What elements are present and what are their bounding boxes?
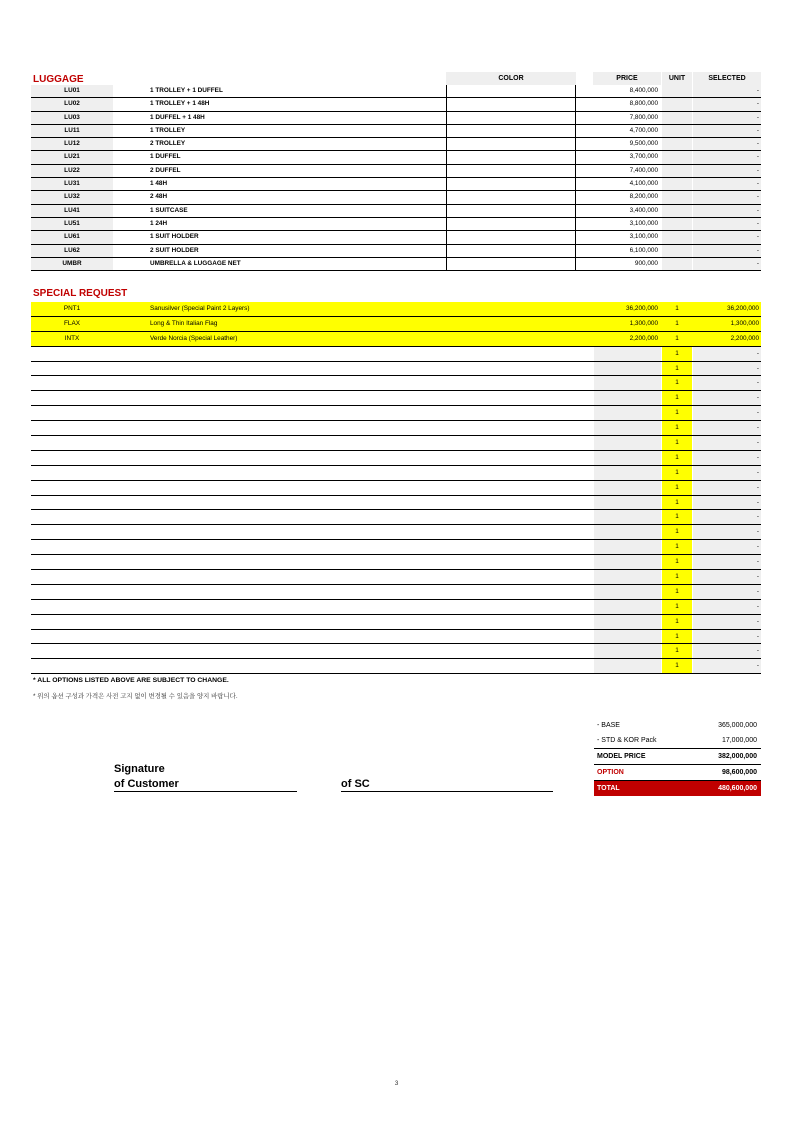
luggage-row (31, 231, 761, 244)
luggage-description-cell: 1 DUFFEL + 1 48H (150, 113, 205, 121)
option-label: OPTION (597, 769, 624, 776)
special-price-cell (594, 362, 661, 376)
special-price-cell (594, 630, 661, 644)
special-code-cell (31, 436, 113, 450)
luggage-price-cell: 9,500,000 (629, 140, 658, 148)
special-description-cell (150, 406, 590, 420)
special-description-cell (150, 659, 590, 673)
luggage-row (31, 138, 761, 151)
luggage-color-cell[interactable] (446, 165, 576, 177)
special-request-row (31, 332, 761, 347)
special-description-cell: Long & Thin Italian Flag (150, 319, 218, 327)
special-selected-cell: - (693, 376, 761, 390)
luggage-code-cell: LU31 (31, 178, 113, 190)
special-price-cell: 1,300,000 (629, 319, 658, 327)
luggage-color-cell[interactable] (446, 205, 576, 217)
special-selected-cell: - (693, 481, 761, 495)
luggage-description-cell: 1 TROLLEY + 1 DUFFEL (150, 87, 223, 94)
selected-column-header: SELECTED (693, 72, 761, 85)
luggage-row (31, 151, 761, 164)
special-code-cell (31, 600, 113, 614)
luggage-description-cell: 2 SUIT HOLDER (150, 246, 199, 254)
special-request-row (31, 436, 761, 451)
special-description-cell: Sanusilver (Special Paint 2 Layers) (150, 305, 250, 312)
special-request-row (31, 510, 761, 525)
luggage-selected-cell: - (693, 138, 761, 150)
special-code-cell (31, 496, 113, 510)
special-unit-cell[interactable]: 1 (662, 391, 692, 405)
special-price-cell (594, 615, 661, 629)
luggage-color-cell[interactable] (446, 258, 576, 270)
special-selected-cell: - (693, 496, 761, 510)
std-pack-value: 17,000,000 (721, 737, 757, 744)
special-unit-cell[interactable]: 1 (662, 347, 692, 361)
luggage-selected-cell: - (693, 165, 761, 177)
special-unit-cell[interactable]: 1 (662, 570, 692, 584)
special-description-cell (150, 525, 590, 539)
special-price-cell (594, 347, 661, 361)
special-price-cell (594, 481, 661, 495)
luggage-selected-cell: - (693, 178, 761, 190)
special-code-cell (31, 615, 113, 629)
special-request-row (31, 376, 761, 391)
special-unit-cell[interactable]: 1 (662, 644, 692, 658)
std-pack-row (594, 733, 761, 749)
base-price-label: - BASE (597, 722, 620, 729)
special-code-cell (31, 362, 113, 376)
luggage-description-cell: 2 TROLLEY (150, 140, 186, 148)
luggage-color-cell[interactable] (446, 112, 576, 124)
luggage-description-cell: 1 SUIT HOLDER (150, 233, 199, 241)
special-price-cell (594, 585, 661, 599)
luggage-row (31, 85, 761, 98)
luggage-code-cell: LU22 (31, 165, 113, 177)
special-description-cell (150, 585, 590, 599)
special-description-cell: Verde Norcia (Special Leather) (150, 334, 238, 342)
special-selected-cell: - (693, 466, 761, 480)
luggage-row (31, 98, 761, 111)
luggage-unit-cell[interactable] (662, 258, 692, 270)
luggage-table-header (31, 72, 761, 85)
special-request-row (31, 451, 761, 466)
special-request-section-title: SPECIAL REQUEST (33, 288, 128, 299)
special-description-cell (150, 615, 590, 629)
luggage-code-cell: LU61 (31, 231, 113, 243)
special-request-row (31, 659, 761, 674)
luggage-code-cell: LU41 (31, 205, 113, 217)
special-selected-cell: 2,200,000 (730, 334, 759, 342)
special-code-cell (31, 451, 113, 465)
special-request-row (31, 540, 761, 555)
special-code-cell (31, 525, 113, 539)
special-selected-cell: - (693, 555, 761, 569)
special-code-cell (31, 630, 113, 644)
special-request-row (31, 421, 761, 436)
luggage-price-cell: 3,100,000 (629, 219, 658, 227)
luggage-row (31, 258, 761, 271)
luggage-unit-cell[interactable] (662, 205, 692, 217)
customer-signature-label-line1: Signature (114, 763, 165, 775)
special-unit-cell[interactable]: 1 (662, 376, 692, 390)
special-price-cell (594, 406, 661, 420)
luggage-description-cell: 1 24H (150, 219, 168, 227)
special-unit-cell[interactable]: 1 (662, 466, 692, 480)
luggage-unit-cell[interactable] (662, 191, 692, 203)
special-selected-cell: - (693, 570, 761, 584)
special-code-cell (31, 555, 113, 569)
page-number: 3 (394, 1080, 399, 1087)
luggage-description-cell: 1 TROLLEY + 1 48H (150, 100, 210, 108)
luggage-row (31, 125, 761, 138)
special-unit-cell[interactable]: 1 (662, 540, 692, 554)
special-request-row (31, 644, 761, 659)
special-code-cell (31, 659, 113, 673)
luggage-description-cell: 1 48H (150, 180, 168, 188)
customer-signature-label-line2: of Customer (114, 778, 179, 790)
luggage-price-cell: 4,100,000 (629, 180, 658, 188)
luggage-price-cell: 3,700,000 (629, 153, 658, 161)
luggage-selected-cell: - (693, 112, 761, 124)
luggage-unit-cell[interactable] (662, 218, 692, 230)
special-description-cell (150, 451, 590, 465)
special-selected-cell: - (693, 540, 761, 554)
luggage-row (31, 178, 761, 191)
special-selected-cell: - (693, 510, 761, 524)
special-unit-cell[interactable]: 1 (662, 555, 692, 569)
luggage-row (31, 191, 761, 204)
luggage-row (31, 165, 761, 178)
special-unit-cell[interactable]: 1 (662, 585, 692, 599)
special-description-cell (150, 362, 590, 376)
special-price-cell (594, 659, 661, 673)
luggage-price-cell: 4,700,000 (629, 126, 658, 134)
special-request-row (31, 466, 761, 481)
special-description-cell (150, 510, 590, 524)
option-row (594, 765, 761, 781)
luggage-color-cell[interactable] (446, 125, 576, 137)
special-request-row (31, 362, 761, 377)
special-selected-cell: - (693, 362, 761, 376)
special-selected-cell: - (693, 585, 761, 599)
special-request-row (31, 496, 761, 511)
luggage-unit-cell[interactable] (662, 125, 692, 137)
special-unit-cell[interactable]: 1 (662, 421, 692, 435)
special-selected-cell: - (693, 630, 761, 644)
luggage-price-cell: 3,100,000 (629, 233, 658, 241)
base-price-row (594, 718, 761, 733)
luggage-color-cell[interactable] (446, 178, 576, 190)
price-column-header: PRICE (593, 72, 661, 85)
special-price-cell (594, 436, 661, 450)
luggage-color-cell[interactable] (446, 138, 576, 150)
special-price-cell (594, 451, 661, 465)
special-unit-cell[interactable]: 1 (662, 317, 692, 331)
luggage-description-cell: 2 DUFFEL (150, 166, 181, 174)
luggage-selected-cell: - (693, 258, 761, 270)
special-price-cell (594, 496, 661, 510)
std-pack-label: - STD & KOR Pack (597, 737, 657, 744)
luggage-unit-cell[interactable] (662, 112, 692, 124)
special-unit-cell[interactable]: 1 (662, 630, 692, 644)
luggage-price-cell: 900,000 (634, 259, 658, 267)
special-description-cell (150, 391, 590, 405)
special-description-cell (150, 540, 590, 554)
luggage-price-cell: 7,400,000 (629, 166, 658, 174)
special-description-cell (150, 600, 590, 614)
luggage-selected-cell: - (693, 205, 761, 217)
special-selected-cell: - (693, 391, 761, 405)
luggage-unit-cell[interactable] (662, 231, 692, 243)
luggage-selected-cell: - (693, 218, 761, 230)
special-code-cell (31, 391, 113, 405)
luggage-color-cell[interactable] (446, 151, 576, 163)
option-value: 98,600,000 (721, 769, 757, 776)
special-request-row (31, 406, 761, 421)
special-description-cell (150, 570, 590, 584)
luggage-selected-cell: - (693, 98, 761, 110)
model-price-row (594, 749, 761, 765)
special-price-cell (594, 510, 661, 524)
special-price-cell (594, 600, 661, 614)
luggage-unit-cell[interactable] (662, 85, 692, 97)
luggage-unit-cell[interactable] (662, 245, 692, 257)
luggage-code-cell: LU03 (31, 112, 113, 124)
special-description-cell (150, 644, 590, 658)
luggage-color-cell[interactable] (446, 231, 576, 243)
special-code-cell (31, 466, 113, 480)
total-row (594, 781, 761, 796)
unit-column-header: UNIT (662, 72, 692, 85)
special-selected-cell: - (693, 451, 761, 465)
special-description-cell (150, 555, 590, 569)
luggage-code-cell: LU12 (31, 138, 113, 150)
luggage-price-cell: 8,200,000 (629, 193, 658, 201)
luggage-color-cell[interactable] (446, 245, 576, 257)
special-price-cell (594, 555, 661, 569)
special-request-row (31, 585, 761, 600)
special-code-cell (31, 540, 113, 554)
special-selected-cell: - (693, 436, 761, 450)
luggage-color-cell[interactable] (446, 98, 576, 110)
special-price-cell: 2,200,000 (629, 334, 658, 342)
special-request-row (31, 525, 761, 540)
luggage-code-cell: LU11 (31, 125, 113, 137)
model-price-label: MODEL PRICE (597, 753, 646, 760)
special-price-cell (594, 466, 661, 480)
special-request-table (31, 302, 761, 674)
luggage-row (31, 112, 761, 125)
special-unit-cell[interactable]: 1 (662, 525, 692, 539)
special-selected-cell: 36,200,000 (727, 305, 759, 312)
luggage-unit-cell[interactable] (662, 138, 692, 150)
total-label: TOTAL (597, 785, 620, 792)
special-unit-cell[interactable]: 1 (662, 436, 692, 450)
special-description-cell (150, 481, 590, 495)
special-selected-cell: - (693, 525, 761, 539)
luggage-table (31, 72, 761, 271)
luggage-description-cell: 1 TROLLEY (150, 126, 186, 134)
special-request-row (31, 347, 761, 362)
special-price-cell (594, 644, 661, 658)
luggage-description-cell: 2 48H (150, 193, 168, 201)
special-unit-cell[interactable]: 1 (662, 496, 692, 510)
luggage-code-cell: LU02 (31, 98, 113, 110)
special-price-cell (594, 540, 661, 554)
special-code-cell (31, 347, 113, 361)
special-code-cell: INTX (64, 334, 80, 342)
special-price-cell (594, 376, 661, 390)
special-price-cell (594, 391, 661, 405)
luggage-price-cell: 3,400,000 (629, 206, 658, 214)
base-price-value: 365,000,000 (718, 722, 757, 729)
luggage-code-cell: LU62 (31, 245, 113, 257)
special-code-cell (31, 570, 113, 584)
luggage-description-cell: UMBRELLA & LUGGAGE NET (150, 259, 241, 267)
model-price-value: 382,000,000 (718, 753, 757, 760)
luggage-description-cell: 1 SUITCASE (150, 206, 188, 214)
special-request-row (31, 302, 761, 317)
special-code-cell (31, 481, 113, 495)
luggage-code-cell: LU01 (31, 85, 113, 97)
special-price-cell (594, 570, 661, 584)
luggage-row (31, 245, 761, 258)
special-selected-cell: - (693, 421, 761, 435)
special-unit-cell[interactable]: 1 (662, 510, 692, 524)
luggage-unit-cell[interactable] (662, 151, 692, 163)
luggage-price-cell: 6,100,000 (629, 246, 658, 254)
special-request-row (31, 600, 761, 615)
luggage-selected-cell: - (693, 245, 761, 257)
options-change-note: * ALL OPTIONS LISTED ABOVE ARE SUBJECT TO CHANGE. (33, 677, 229, 684)
luggage-selected-cell: - (693, 85, 761, 97)
special-code-cell: FLAX (64, 319, 80, 327)
special-request-row (31, 555, 761, 570)
special-description-cell (150, 466, 590, 480)
luggage-code-cell: LU51 (31, 218, 113, 230)
color-column-header: COLOR (446, 72, 576, 85)
special-request-row (31, 481, 761, 496)
customer-signature-line (114, 791, 297, 792)
special-selected-cell: - (693, 347, 761, 361)
luggage-unit-cell[interactable] (662, 178, 692, 190)
special-unit-cell[interactable]: 1 (662, 451, 692, 465)
special-selected-cell: - (693, 600, 761, 614)
special-code-cell (31, 585, 113, 599)
luggage-unit-cell[interactable] (662, 98, 692, 110)
special-code-cell (31, 376, 113, 390)
special-unit-cell[interactable]: 1 (662, 362, 692, 376)
luggage-row (31, 205, 761, 218)
sc-signature-label: of SC (341, 778, 370, 790)
special-selected-cell: 1,300,000 (730, 319, 759, 327)
luggage-section-title: LUGGAGE (33, 74, 84, 85)
special-unit-cell[interactable]: 1 (662, 600, 692, 614)
special-description-cell (150, 376, 590, 390)
luggage-selected-cell: - (693, 191, 761, 203)
special-code-cell (31, 421, 113, 435)
special-price-cell (594, 421, 661, 435)
special-unit-cell[interactable]: 1 (662, 481, 692, 495)
special-request-row (31, 391, 761, 406)
options-change-note-korean: * 위의 옵션 구성과 가격은 사전 고지 없이 변경될 수 있음을 양지 바랍니다. (33, 693, 238, 700)
special-description-cell (150, 630, 590, 644)
special-unit-cell[interactable]: 1 (662, 615, 692, 629)
special-code-cell (31, 644, 113, 658)
luggage-price-cell: 7,800,000 (629, 113, 658, 121)
luggage-rows (31, 85, 761, 271)
special-unit-cell[interactable]: 1 (662, 332, 692, 346)
special-description-cell (150, 436, 590, 450)
luggage-selected-cell: - (693, 125, 761, 137)
special-unit-cell[interactable]: 1 (662, 302, 692, 316)
luggage-color-cell[interactable] (446, 218, 576, 230)
luggage-code-cell: LU32 (31, 191, 113, 203)
price-summary (594, 718, 761, 796)
luggage-selected-cell: - (693, 231, 761, 243)
total-value: 480,600,000 (718, 785, 757, 792)
luggage-row (31, 218, 761, 231)
luggage-price-cell: 8,400,000 (629, 87, 658, 94)
luggage-price-cell: 8,800,000 (629, 100, 658, 108)
special-code-cell (31, 406, 113, 420)
special-price-cell (594, 525, 661, 539)
special-description-cell (150, 496, 590, 510)
luggage-unit-cell[interactable] (662, 165, 692, 177)
special-unit-cell[interactable]: 1 (662, 406, 692, 420)
special-selected-cell: - (693, 659, 761, 673)
special-request-row (31, 615, 761, 630)
special-request-row (31, 630, 761, 645)
special-selected-cell: - (693, 615, 761, 629)
special-description-cell (150, 421, 590, 435)
special-request-row (31, 570, 761, 585)
special-code-cell (31, 510, 113, 524)
luggage-color-cell[interactable] (446, 191, 576, 203)
luggage-code-cell: LU21 (31, 151, 113, 163)
luggage-selected-cell: - (693, 151, 761, 163)
special-selected-cell: - (693, 644, 761, 658)
luggage-code-cell: UMBR (31, 258, 113, 270)
special-description-cell (150, 347, 590, 361)
special-code-cell: PNT1 (63, 305, 81, 312)
special-selected-cell: - (693, 406, 761, 420)
luggage-description-cell: 1 DUFFEL (150, 153, 181, 161)
special-price-cell: 36,200,000 (626, 305, 658, 312)
special-request-row (31, 317, 761, 332)
luggage-color-cell[interactable] (446, 85, 576, 97)
special-unit-cell[interactable]: 1 (662, 659, 692, 673)
sc-signature-line (341, 791, 553, 792)
